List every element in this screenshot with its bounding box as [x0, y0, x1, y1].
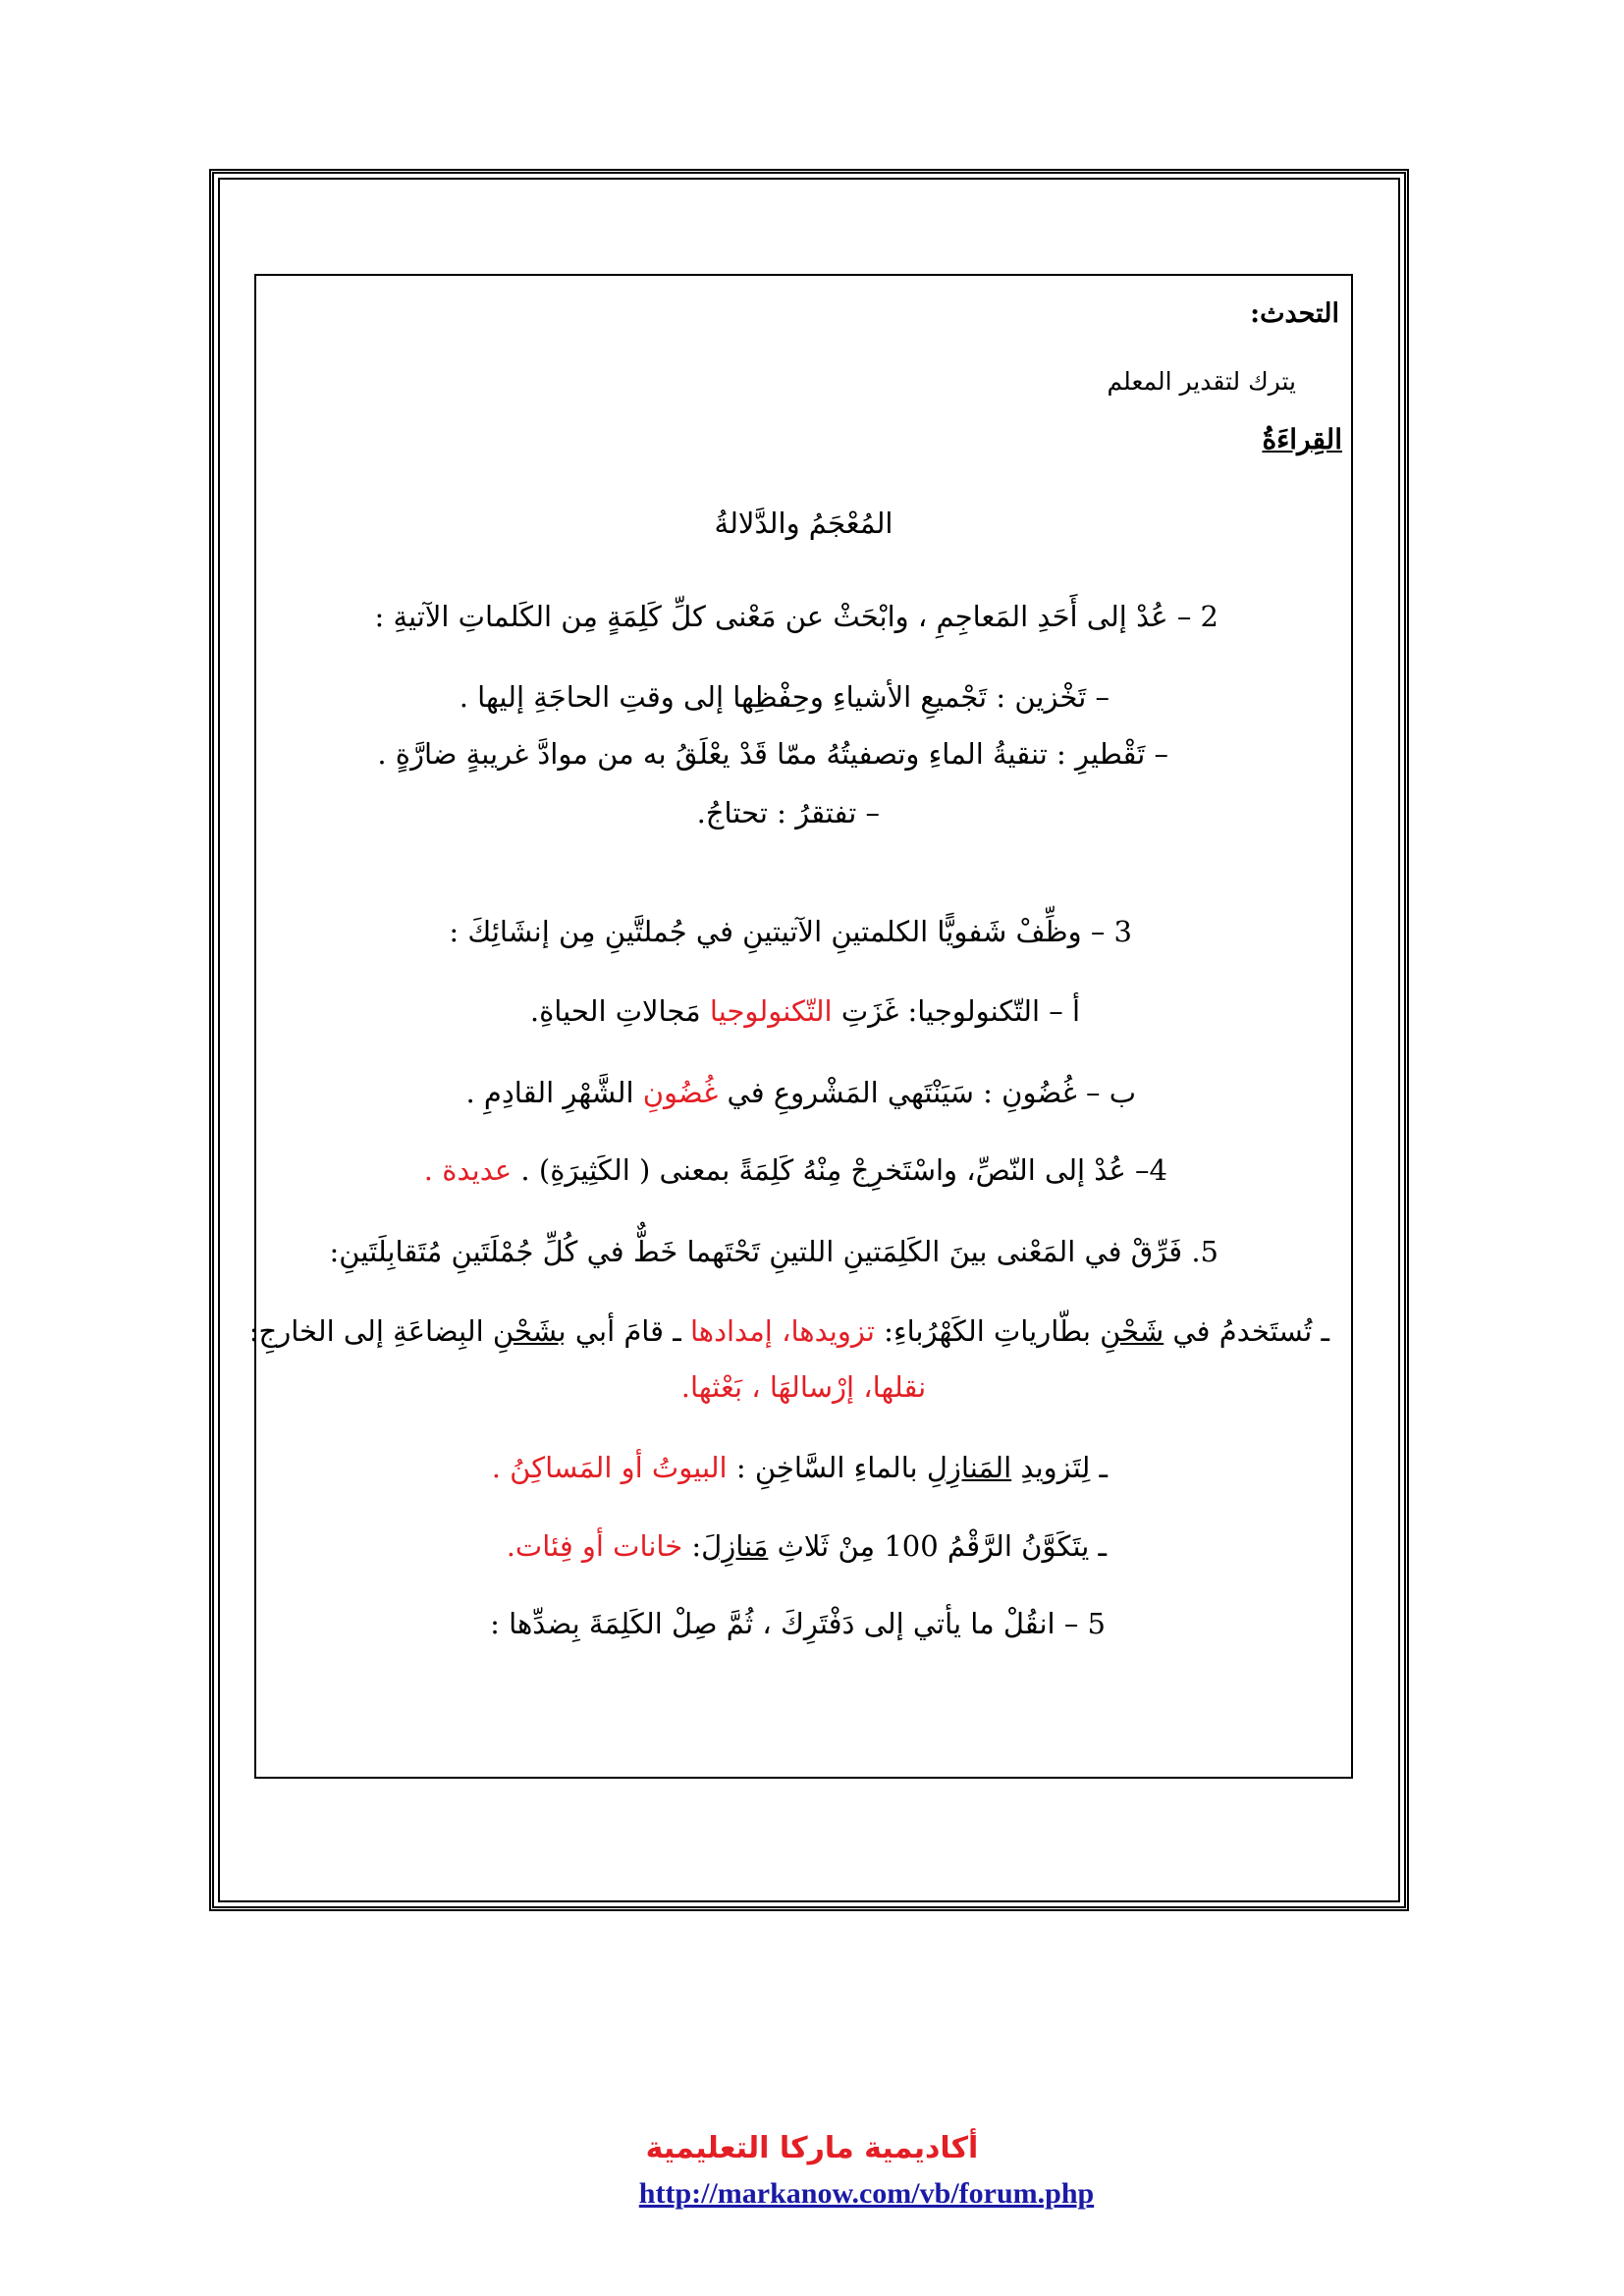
reading-heading: القِراءَةُ	[1262, 423, 1342, 455]
q5-row1-part2-before: ـ قامَ أبي ب	[558, 1314, 690, 1348]
q5-row1-part1-answer: تزويدها، إمدادها	[689, 1314, 875, 1348]
q5-row1-part1-before: ـ تُستَخدمُ في	[1164, 1314, 1329, 1348]
q5-row-1	[249, 1311, 1329, 1351]
speaking-note: يترك لتقدير المعلم	[1107, 367, 1296, 396]
q5-prompt: 5. فَرِّقْ في المَعْنى بينَ الكَلِمَتينِ اللتينِ تَحْتَهما خَطٌّ في كُلِّ جُمْلَتَينِ مُتَقابِلَتَينِ:	[329, 1235, 1218, 1268]
speaking-heading: التحدث:	[1250, 298, 1339, 329]
q3-prompt: 3 – وظِّفْ شَفويًّا الكلمتينِ الآتيتينِ في جُملتَّينِ مِن إنشَائِكَ :	[449, 915, 1132, 948]
q4-answer: عديدة .	[423, 1153, 513, 1187]
q4-line	[424, 1150, 1167, 1190]
q5-row3-before: ـ يتَكَوَّنُ الرَّقْمُ 100 مِنْ ثَلاثِ	[768, 1529, 1107, 1563]
q4-prompt: 4– عُدْ إلى النّصِّ، واسْتَخرِجْ مِنْهُ كَلِمَةً بمعنى ( الكَثِيرَةِ) .	[512, 1153, 1167, 1187]
q5-row3-after: :	[682, 1529, 702, 1563]
q2-item-3: – تفتقرُ : تحتاجُ.	[696, 796, 880, 829]
section-title: المُعْجَمُ والدَّلالةُ	[714, 507, 893, 540]
q3-item-b	[465, 1073, 1136, 1112]
q2-item-1: – تَخْزين : تَجْميعِ الأشياءِ وحِفْظِها إلى وقتِ الحاجَةِ إليها .	[459, 680, 1110, 714]
q3-item-a-after: مَجالاتِ الحياةِ.	[529, 994, 710, 1028]
q5-row2-before: ـ لِتَزويدِ	[1011, 1451, 1108, 1484]
q5-row2-after: بالماءِ السَّاخِنِ :	[727, 1451, 927, 1484]
q3-item-a	[530, 991, 1080, 1031]
q3-item-a-answer: التّكنولوجيا	[709, 994, 833, 1028]
footer-url-link[interactable]: http://markanow.com/vb/forum.php	[638, 2177, 1095, 2210]
q5-row1-part1-after: بطّارياتِ الكَهْرُباءِ:	[874, 1314, 1101, 1348]
q5-row3-answer: خانات أو فِئات.	[506, 1529, 683, 1563]
q3-item-a-before: أ – التّكنولوجيا: غَزَتِ	[832, 994, 1080, 1028]
q3-item-b-answer: غُضُونِ	[642, 1076, 719, 1109]
q5-row-2	[492, 1448, 1108, 1487]
q5-row1-part2-after: البِضاعَةِ إلى الخارجِ:	[248, 1314, 493, 1348]
q5-row2-word: المَنازِلِ	[926, 1451, 1012, 1484]
q2-prompt: 2 – عُدْ إلى أَحَدِ المَعاجِمِ ، وابْحَثْ عن مَعْنى كلِّ كَلِمَةٍ مِن الكَلماتِ الآتيةِ :	[374, 600, 1218, 633]
q5-row1-part2-answer: نقلها، إرْسالهَا ، بَعْثها.	[680, 1370, 927, 1404]
q5-row1-part2-word: شَحْنِ	[492, 1314, 559, 1348]
q6-prompt: 5 – انقُلْ ما يأتي إلى دَفْتَرِكَ ، ثُمَّ صِلْ الكَلِمَةَ بِضدِّها :	[490, 1607, 1106, 1640]
q5-row-3	[507, 1526, 1107, 1566]
q2-item-2: – تَقْطيرِ : تنقيةُ الماءِ وتصفيتُهُ ممّا قَدْ يعْلَقُ به من موادَّ غريبةٍ ضارَّةٍ .	[377, 737, 1168, 771]
footer-academy-name: أكاديمية ماركا التعليمية	[645, 2131, 979, 2165]
q5-row2-answer: البيوتُ أو المَساكِنُ .	[491, 1451, 728, 1484]
q5-row1-part1-word: شَحْنِ	[1100, 1314, 1164, 1348]
q5-row3-word: مَنازِلَ	[701, 1529, 769, 1563]
q3-item-b-after: الشَّهْرِ القادِمِ .	[465, 1076, 643, 1109]
q3-item-b-before: ب – غُضُونِ : سَيَنْتَهي المَشْروعِ في	[718, 1076, 1136, 1109]
